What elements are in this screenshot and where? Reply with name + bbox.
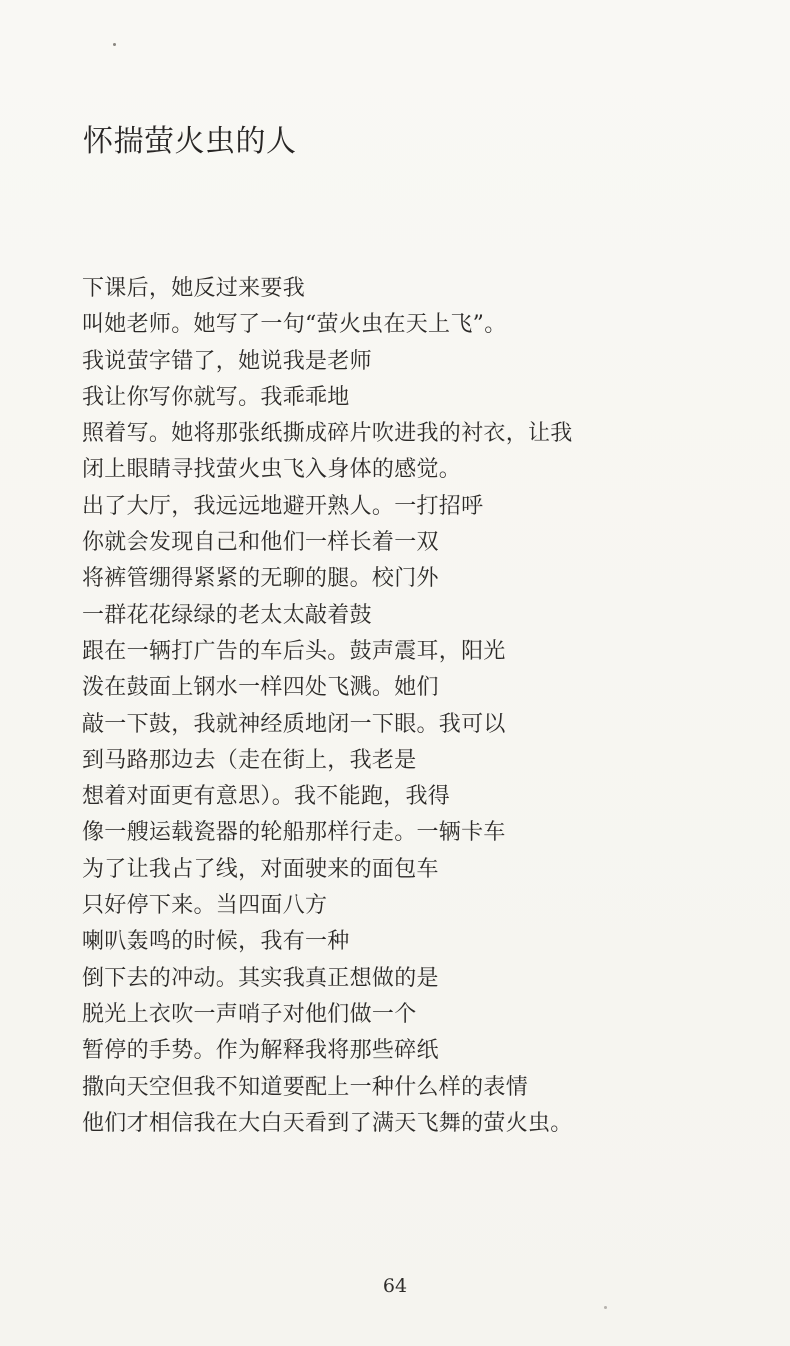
poem-line: 照着写。她将那张纸撕成碎片吹进我的衬衣，让我 — [82, 421, 573, 447]
poem-line: 我让你写你就写。我乖乖地 — [82, 384, 350, 410]
poem-line: 想着对面更有意思）。我不能跑，我得 — [82, 784, 451, 810]
poem-line: 跟在一辆打广告的车后头。鼓声震耳，阳光 — [82, 638, 506, 664]
poem-line: 为了让我占了线，对面驶来的面包车 — [82, 856, 439, 882]
poem-line: 下课后，她反过来要我 — [82, 276, 306, 301]
poem-line: 将裤管绷得紧紧的无聊的腿。校门外 — [82, 566, 439, 592]
poem-line: 脱光上衣吹一声哨子对他们做一个 — [82, 1001, 417, 1027]
poem-line: 我说萤字错了，她说我是老师 — [82, 348, 372, 374]
poem-line: 撒向天空但我不知道要配上一种什么样的表情 — [82, 1074, 529, 1100]
poem-line: 闭上眼睛寻找萤火虫飞入身体的感觉。 — [82, 457, 462, 483]
poem-line: 你就会发现自己和他们一样长着一双 — [82, 530, 439, 556]
paper-speck — [604, 1306, 607, 1309]
poem-line: 到马路那边去（走在街上，我老是 — [82, 747, 417, 773]
paper-speck — [113, 43, 116, 46]
poem-line: 一群花花绿绿的老太太敲着鼓 — [82, 602, 372, 628]
poem-line: 暂停的手势。作为解释我将那些碎纸 — [82, 1038, 439, 1064]
poem-line: 出了大厅，我远远地避开熟人。一打招呼 — [82, 493, 484, 519]
poem-line: 他们才相信我在大白天看到了满天飞舞的萤火虫。 — [82, 1110, 573, 1136]
poem-line: 像一艘运载瓷器的轮船那样行走。一辆卡车 — [82, 820, 506, 846]
poem-line: 敲一下鼓，我就神经质地闭一下眼。我可以 — [82, 711, 506, 737]
poem-line: 叫她老师。她写了一句“萤火虫在天上飞”。 — [82, 312, 507, 338]
poem-line: 只好停下来。当四面八方 — [82, 893, 328, 919]
page-number: 64 — [382, 1275, 408, 1297]
poem-title: 怀揣萤火虫的人 — [83, 124, 297, 159]
poem-line: 泼在鼓面上钢水一样四处飞溅。她们 — [82, 675, 439, 701]
poem-body — [82, 271, 732, 1142]
poem-line: 倒下去的冲动。其实我真正想做的是 — [82, 965, 439, 991]
poem-line: 喇叭轰鸣的时候，我有一种 — [82, 929, 350, 955]
